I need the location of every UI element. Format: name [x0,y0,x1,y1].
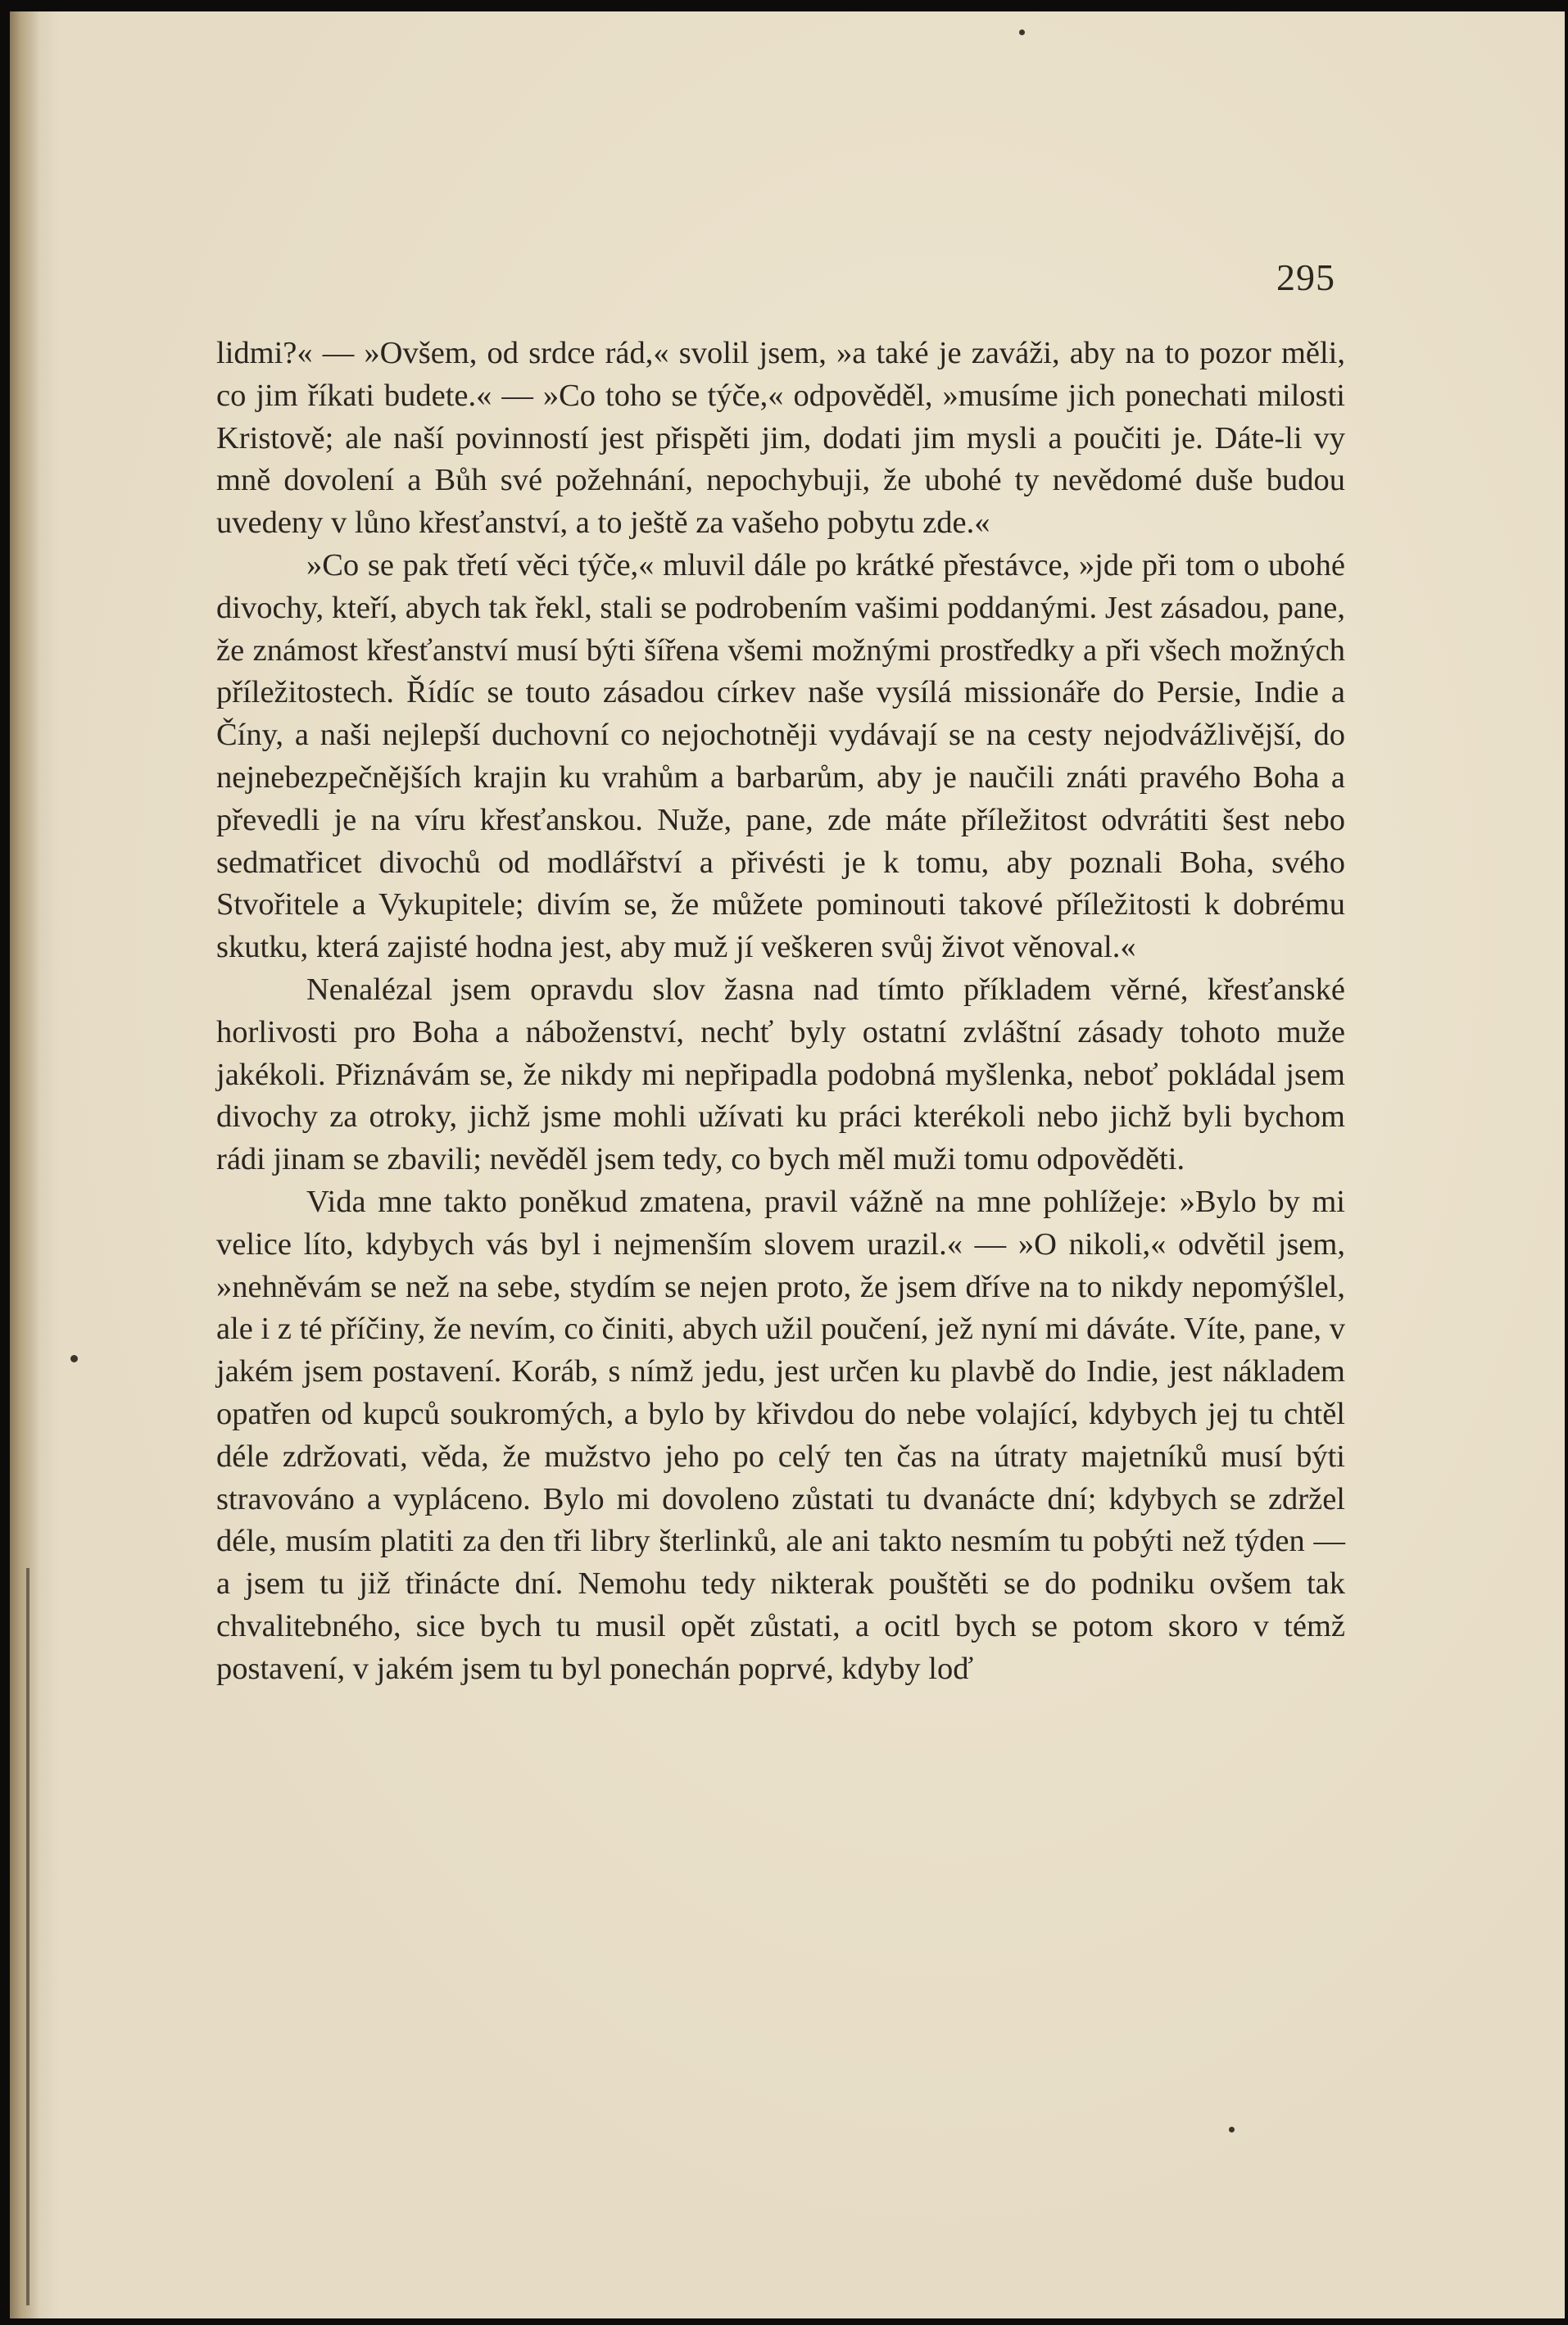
paragraph: Vida mne takto poněkud zmatena, pravil vážně na mne pohlížeje: »Bylo by mi velice líto, kdybych vás byl i nejmenším slovem urazil.« — »O nikoli,« odvětil jsem, »nehněvám se než na sebe, stydím se nejen proto, že jsem dříve na to nikdy nepomýšlel, ale i z té příčiny, že nevím, co činiti, abych užil poučení, jež nyní mi dáváte. Víte, pane, v jakém jsem postavení. Koráb, s nímž jedu, jest určen ku plavbě do Indie, jest nákladem opatřen od kupců soukromých, a bylo by křivdou do nebe volající, kdybych jej tu chtěl déle zdržovati, věda, že mužstvo jeho po celý ten čas na útraty majetníků musí býti stravováno a vypláceno. Bylo mi dovoleno zůstati tu dvanácte dní; kdybych se zdržel déle, musím platiti za den tři libry šterlinků, ale ani takto nesmím tu pobýti než týden — a jsem tu již třinácte dní. Nemohu tedy nikterak pouštěti se do podniku ovšem tak chvalitebného, sice bych tu musil opět zůstati, a ocitl bych se potom skoro v témž postavení, v jakém jsem tu byl ponechán poprvé, kdyby loď [216,1184,1345,1686]
paper-speck [1229,2127,1235,2132]
paragraph: »Co se pak třetí věci týče,« mluvil dále po krátké přestávce, »jde při tom o ubohé divochy, kteří, abych tak řekl, stali se podrobením vašimi poddanými. Jest zásadou, pane, že známost křesťanství musí býti šířena všemi možnými prostředky a při všech možných příležitostech. Řídíc se touto zásadou církev naše vysílá missionáře do Persie, Indie a Číny, a naši nejlepší duchovní co nejochotněji vydávají se na cesty nejodvážlivější, do nejnebezpečnějších krajin ku vrahům a barbarům, aby je naučili znáti pravého Boha a převedli je na víru křesťanskou. Nuže, pane, zde máte příležitost odvrátiti šest nebo sedmatřicet divochů od modlářství a přivésti je k tomu, aby poznali Boha, svého Stvořitele a Vykupitele; divím se, že můžete pominouti takové příležitosti k dobrému skutku, která zajisté hodna jest, aby muž jí veškeren svůj život věnoval.« [216,547,1345,965]
page-number: 295 [1276,256,1335,298]
book-page [10,11,1565,2318]
binding-edge [26,1568,29,2305]
paragraph: Nenalézal jsem opravdu slov žasna nad tímto příkladem věrné, křesťanské horlivosti pro Boha a náboženství, nechť byly ostatní zvláštní zásady tohoto muže jakékoli. Přiznávám se, že nikdy mi nepřipadla podobná myšlenka, neboť pokládal jsem divochy za otroky, jichž jsme mohli užívati ku práci kterékoli nebo jichž byli bychom rádi jinam se zbavili; nevěděl jsem tedy, co bych měl muži tomu odpověděti. [216,972,1345,1177]
page-gutter-shadow [10,11,39,2318]
paragraph: lidmi?« — »Ovšem, od srdce rád,« svolil jsem, »a také je zaváži, aby na to pozor měli, co jim říkati budete.« — »Co toho se týče,« odpověděl, »musíme jich ponechati milosti Kristově; ale naší povinností jest přispěti jim, dodati jim mysli a poučiti je. Dáte-li vy mně dovolení a Bůh své požehnání, nepochybuji, že ubohé ty nevědomé duše budou uvedeny v lůno křesťanství, a to ještě za vašeho pobytu zde.« [216,336,1345,541]
body-text [216,333,1345,1691]
paper-speck [70,1355,78,1362]
paper-speck [1019,29,1025,35]
